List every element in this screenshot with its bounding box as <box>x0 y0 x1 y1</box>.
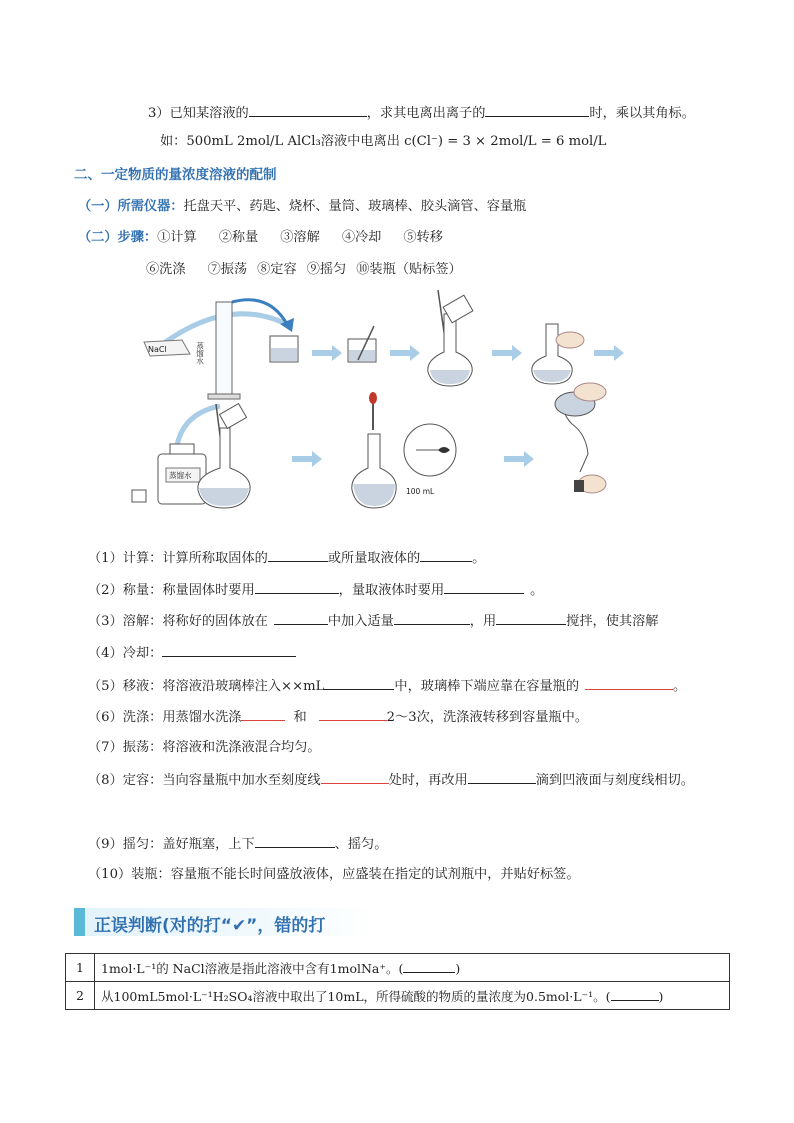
answer-blank[interactable] <box>585 676 673 690</box>
step-text: 。 <box>472 551 486 566</box>
answer-blank[interactable] <box>255 580 339 594</box>
table-row <box>66 982 730 1010</box>
answer-blank[interactable] <box>268 548 328 562</box>
step-text: 。 <box>673 679 687 694</box>
steps-line-2 <box>146 261 462 279</box>
step-text: （4）冷却： <box>88 646 163 661</box>
step-text: 中，玻璃棒下端应靠在容量瓶的 <box>394 679 580 694</box>
step-text: （6）洗涤：用蒸馏水洗涤 <box>88 710 242 725</box>
statement-text: ) <box>455 960 461 976</box>
step: ④冷却 <box>341 230 382 245</box>
solution-preparation-figure <box>120 284 640 522</box>
intro-item3 <box>148 103 695 123</box>
intro-example: 如：500mL 2mol/L AlCl₃溶液中电离出 c(Cl⁻) = 3 × 2mol/L = 6 mol/L <box>160 134 607 149</box>
judge-table <box>65 953 730 1010</box>
intro-text: ，求其电离出离子的 <box>366 106 486 121</box>
answer-blank[interactable] <box>324 676 394 690</box>
step-text: 和 <box>293 710 307 725</box>
step-3 <box>88 611 658 631</box>
step-5 <box>88 676 686 696</box>
row-number: 1 <box>66 954 95 982</box>
answer-blank[interactable] <box>394 611 470 625</box>
step: ⑥洗涤 <box>146 262 186 277</box>
step-text: 中加入适量 <box>327 614 394 629</box>
answer-blank[interactable] <box>444 580 524 594</box>
step-4 <box>88 643 296 663</box>
answer-blank[interactable] <box>403 959 455 973</box>
answer-blank[interactable] <box>496 611 566 625</box>
step-text: （1）计算：计算所称取固体的 <box>88 551 268 566</box>
step: ⑨摇匀 <box>306 262 347 277</box>
row-text <box>95 954 730 982</box>
answer-blank[interactable] <box>485 103 589 117</box>
step: ⑦振荡 <box>207 262 248 277</box>
steps-label: （二）步骤： <box>78 230 158 245</box>
step-text: ，量取液体时要用 <box>338 583 445 598</box>
row-text <box>95 982 730 1010</box>
step-text: 滴到凹液面与刻度线相切。 <box>535 773 694 788</box>
step-text: 或所量取液体的 <box>327 551 421 566</box>
stopper <box>132 490 146 502</box>
table-row <box>66 954 730 982</box>
instruments-label: （一）所需仪器： <box>78 199 184 214</box>
step-6 <box>88 707 588 727</box>
step-text: （9）摇匀：盖好瓶塞，上下 <box>88 837 255 852</box>
step-1 <box>88 548 485 568</box>
answer-blank[interactable] <box>241 707 285 721</box>
answer-blank[interactable] <box>255 834 335 848</box>
step-9 <box>88 834 387 854</box>
answer-blank[interactable] <box>249 103 367 117</box>
statement-text: 从100mL5mol·L⁻¹H₂SO₄溶液中取出了10mL，所得硫酸的物质的量浓度为0.5mol·L⁻¹。( <box>101 988 611 1004</box>
step-text: ，用 <box>469 614 497 629</box>
bottle-label: 蒸馏水 <box>169 471 192 480</box>
step-text: 搅拌，使其溶解 <box>566 614 659 629</box>
banner-bar <box>74 908 85 936</box>
step: ①计算 <box>157 230 197 245</box>
judge-banner <box>74 908 374 936</box>
flask-volume-label: 100 mL <box>406 487 435 496</box>
hand <box>556 332 584 348</box>
step-text: （2）称量：称量固体时要用 <box>88 583 255 598</box>
answer-blank[interactable] <box>611 987 659 1001</box>
step-2 <box>88 580 543 600</box>
step-text: （5）移液：将溶液沿玻璃棒注入××mL <box>88 679 325 694</box>
step-text: 2～3次，洗涤液转移到容量瓶中。 <box>386 710 589 725</box>
step-text: 处时，再改用 <box>388 773 468 788</box>
step-8 <box>88 770 694 790</box>
step-7: （7）振荡：将溶液和洗涤液混合均匀。 <box>88 740 321 755</box>
row-number: 2 <box>66 982 95 1010</box>
answer-blank[interactable] <box>321 770 389 784</box>
answer-blank[interactable] <box>274 611 328 625</box>
instruments-line <box>78 198 526 216</box>
intro-text: 时，乘以其角标。 <box>589 106 695 121</box>
answer-blank[interactable] <box>319 707 387 721</box>
answer-blank[interactable] <box>468 770 536 784</box>
step-text: （8）定容：当向容量瓶中加水至刻度线 <box>88 773 321 788</box>
step-text: 、摇匀。 <box>334 837 388 852</box>
step: ⑩装瓶（贴标签） <box>356 262 462 277</box>
step-text: （3）溶解：将称好的固体放在 <box>88 614 268 629</box>
step: ②称量 <box>218 230 259 245</box>
step-text: 。 <box>530 583 544 598</box>
statement-text: ) <box>658 988 664 1004</box>
statement-text: 1mol·L⁻¹的 NaCl溶液是指此溶液中含有1molNa⁺。( <box>101 960 404 976</box>
step-10: （10）装瓶：容量瓶不能长时间盛放液体，应盛装在指定的试剂瓶中，并贴好标签。 <box>88 867 580 882</box>
judge-title: 正误判断(对的打“✔”，错的打 <box>94 916 326 936</box>
steps-line-1 <box>78 229 443 247</box>
nacl-label: NaCl <box>148 345 167 354</box>
water-label: 蒸馏水 <box>195 342 205 365</box>
answer-blank[interactable] <box>420 548 472 562</box>
graduated-cylinder <box>216 302 232 394</box>
step: ③溶解 <box>280 230 320 245</box>
step: ⑤转移 <box>403 230 443 245</box>
step: ⑧定容 <box>257 262 297 277</box>
answer-blank[interactable] <box>162 643 296 657</box>
hand <box>574 383 606 401</box>
intro-text: 3）已知某溶液的 <box>148 106 249 121</box>
instruments-text: 托盘天平、药匙、烧杯、量筒、玻璃棒、胶头滴管、容量瓶 <box>183 199 527 214</box>
section-heading: 二、一定物质的量浓度溶液的配制 <box>74 167 277 183</box>
